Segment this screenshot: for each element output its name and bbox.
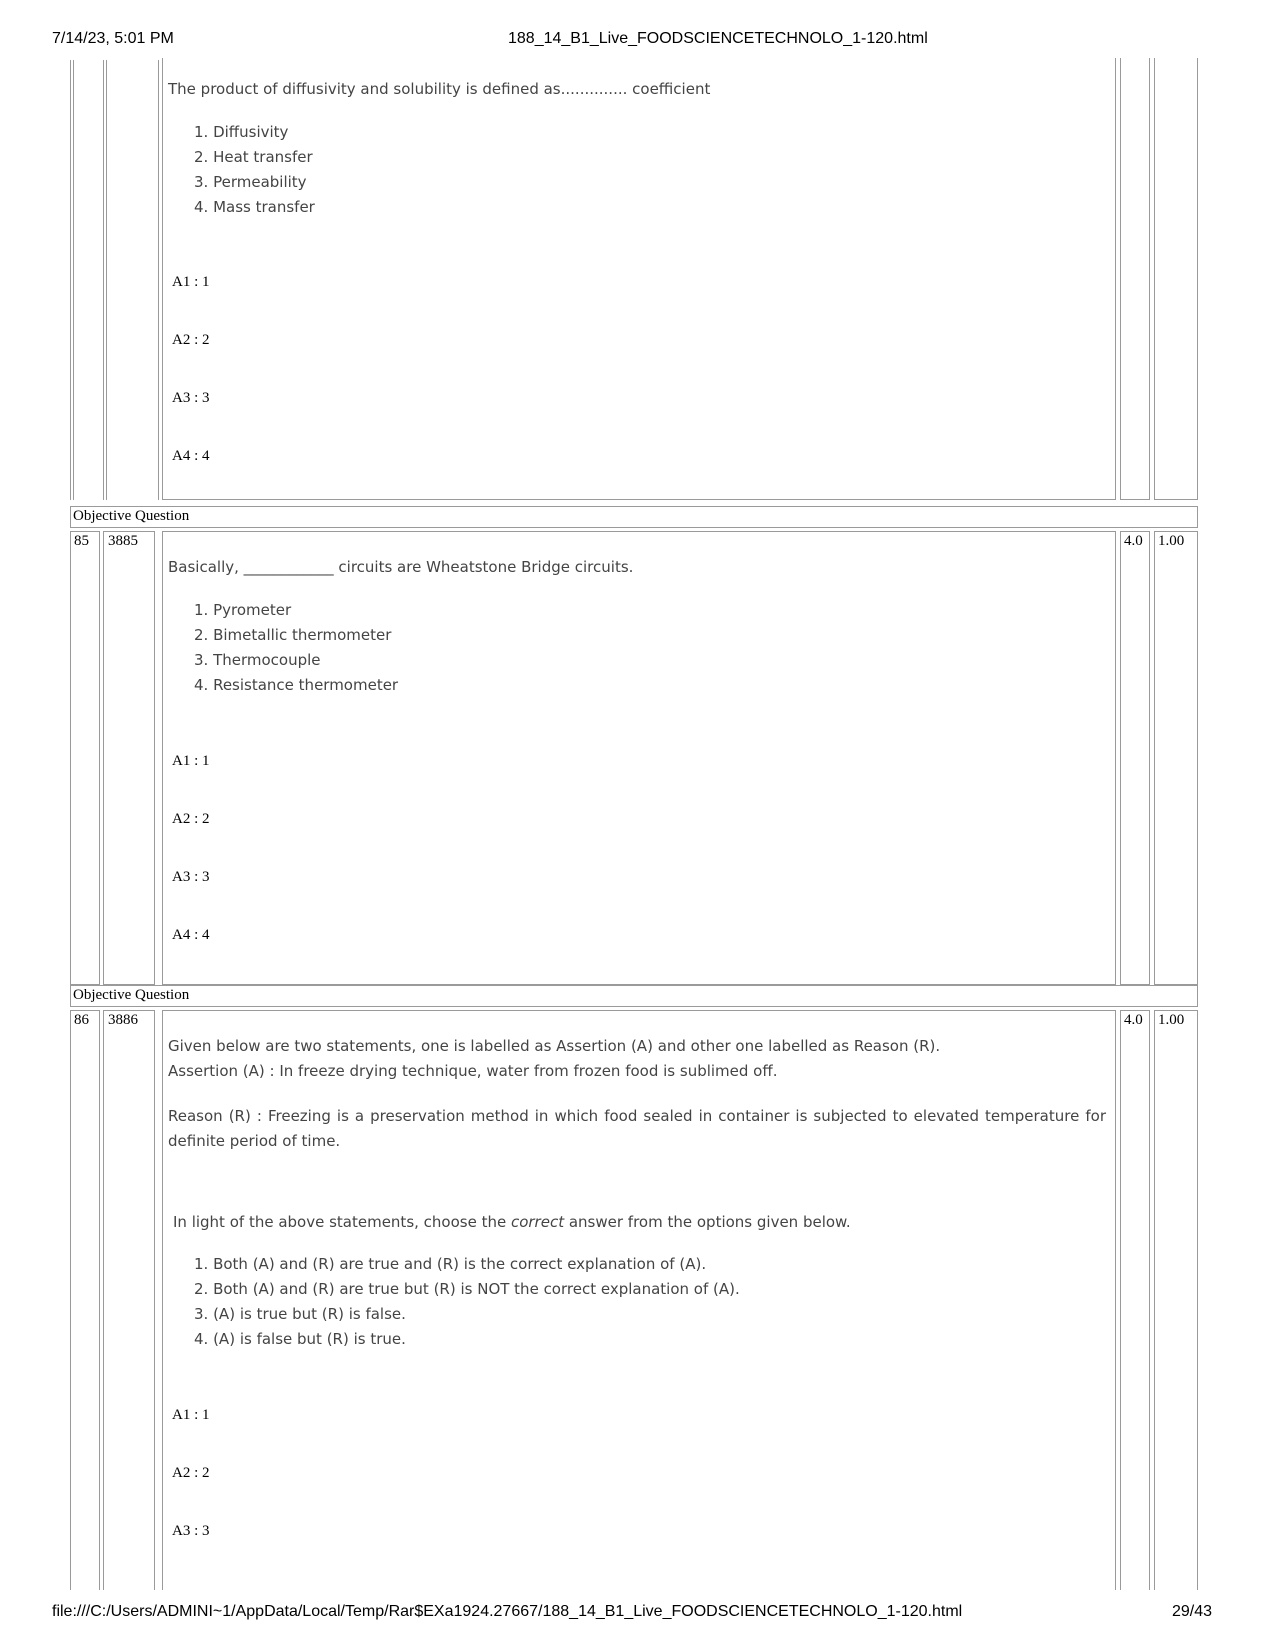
- option-item: 3. (A) is true but (R) is false.: [194, 1305, 406, 1323]
- sno-cell: [70, 531, 100, 985]
- table-border: [70, 60, 71, 500]
- instruction-text-part: In light of the above statements, choose the: [173, 1213, 511, 1231]
- option-item: 4. Resistance thermometer: [194, 676, 399, 694]
- print-datetime: 7/14/23, 5:01 PM: [52, 30, 174, 47]
- print-filename: 188_14_B1_Live_FOODSCIENCETECHNOLO_1-120.html: [508, 30, 928, 47]
- negative-marks-value: 1.00: [1158, 1012, 1185, 1028]
- option-item: 3. Thermocouple: [194, 651, 321, 669]
- negative-cell: [1154, 531, 1198, 985]
- answer-label: A2 : 2: [172, 332, 210, 348]
- question-type-row: [70, 985, 1198, 1007]
- serial-number: 86: [74, 1012, 89, 1028]
- option-item: 1. Both (A) and (R) are true and (R) is the correct explanation of (A).: [194, 1255, 707, 1273]
- serial-number: 85: [74, 533, 89, 549]
- qid-cell: [103, 1010, 155, 1590]
- options-list: [170, 1252, 740, 1352]
- question-type-label: Objective Question: [73, 987, 190, 1003]
- instruction-text-part: answer from the options given below.: [564, 1213, 851, 1231]
- table-border: [158, 60, 159, 500]
- negative-marks-value: 1.00: [1158, 533, 1185, 549]
- option-item: 1. Pyrometer: [194, 601, 292, 619]
- answer-label: A2 : 2: [172, 811, 210, 827]
- option-item: 2. Heat transfer: [194, 148, 313, 166]
- answer-label: A1 : 1: [172, 753, 210, 769]
- option-item: 2. Bimetallic thermometer: [194, 626, 392, 644]
- option-item: 3. Permeability: [194, 173, 307, 191]
- negative-cell: [1154, 58, 1198, 500]
- question-type-label: Objective Question: [73, 508, 190, 524]
- reason-statement: Reason (R) : Freezing is a preservation method in which food sealed in container is subjected to elevated temperature for definite period of time.: [168, 1107, 1106, 1150]
- question-text: The product of diffusivity and solubility is defined as.............. coefficient: [168, 80, 711, 98]
- answer-label: A4 : 4: [172, 448, 210, 464]
- question-id: 3886: [108, 1012, 138, 1028]
- negative-cell: [1154, 1010, 1198, 1590]
- options-list: [170, 598, 398, 698]
- answer-label: A2 : 2: [172, 1465, 210, 1481]
- marks-cell: [1120, 58, 1150, 500]
- assertion-statement: Assertion (A) : In freeze drying technique, water from frozen food is sublimed off.: [168, 1062, 778, 1080]
- question-id: 3885: [108, 533, 138, 549]
- instruction-emphasis: correct: [510, 1213, 565, 1231]
- option-item: 4. Mass transfer: [194, 198, 315, 216]
- option-item: 2. Both (A) and (R) are true but (R) is NOT the correct explanation of (A).: [194, 1280, 740, 1298]
- table-border: [103, 60, 104, 500]
- answer-label: A3 : 3: [172, 1523, 210, 1539]
- table-border: [106, 60, 107, 500]
- marks-value: 4.0: [1124, 1012, 1143, 1028]
- qid-cell: [103, 531, 155, 985]
- option-item: 4. (A) is false but (R) is true.: [194, 1330, 406, 1348]
- assertion-intro: Given below are two statements, one is labelled as Assertion (A) and other one labelled as Reason (R).: [168, 1037, 941, 1055]
- answer-label: A3 : 3: [172, 390, 210, 406]
- marks-cell: [1120, 1010, 1150, 1590]
- answer-label: A4 : 4: [172, 927, 210, 943]
- marks-cell: [1120, 531, 1150, 985]
- table-border: [73, 60, 74, 500]
- page-number: 29/43: [1172, 1603, 1213, 1620]
- question-type-row: [70, 506, 1198, 528]
- options-list: [170, 120, 315, 220]
- answer-label: A1 : 1: [172, 274, 210, 290]
- option-item: 1. Diffusivity: [194, 123, 289, 141]
- instruction-text: [173, 1213, 851, 1231]
- answer-label: A1 : 1: [172, 1407, 210, 1423]
- marks-value: 4.0: [1124, 533, 1143, 549]
- question-text: Basically, ____________ circuits are Wheatstone Bridge circuits.: [168, 558, 634, 576]
- sno-cell: [70, 1010, 100, 1590]
- print-file-path: file:///C:/Users/ADMINI~1/AppData/Local/Temp/Rar$EXa1924.27667/188_14_B1_Live_FOODSCIENCETECHNOLO_1-120.html: [52, 1603, 963, 1620]
- answer-label: A3 : 3: [172, 869, 210, 885]
